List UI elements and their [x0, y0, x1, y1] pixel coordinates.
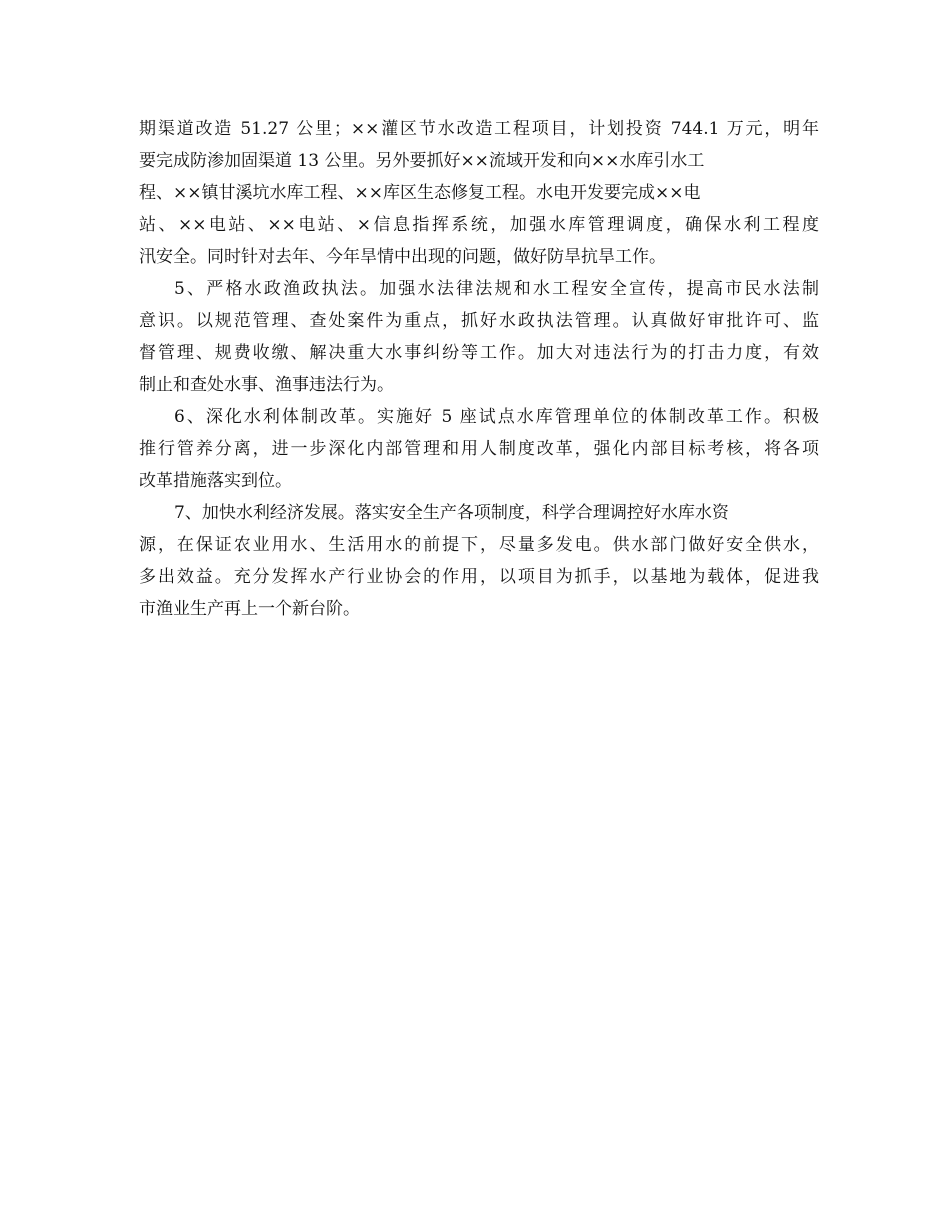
text-line: 站、××电站、××电站、×信息指挥系统，加强水库管理调度，确保水利工程度: [139, 215, 819, 235]
text-line: 7、加快水利经济发展。落实安全生产各项制度，科学合理调控好水库水资: [174, 503, 729, 523]
text-line: 督管理、规费收缴、解决重大水事纠纷等工作。加大对违法行为的打击力度，有效: [139, 343, 819, 363]
text-line: 市渔业生产再上一个新台阶。: [139, 599, 360, 619]
paragraph-item-6: [139, 401, 819, 497]
text-line: 制止和查处水事、渔事违法行为。: [139, 375, 394, 395]
text-line: 期渠道改造 51.27 公里；××灌区节水改造工程项目，计划投资 744.1 万元，明年: [139, 119, 819, 139]
text-line: 改革措施落实到位。: [139, 471, 292, 491]
text-line: 5、严格水政渔政执法。加强水法律法规和水工程安全宣传，提高市民水法制: [174, 279, 819, 299]
paragraph-item-5: [139, 273, 819, 401]
text-line: 意识。以规范管理、查处案件为重点，抓好水政执法管理。认真做好审批许可、监: [139, 311, 819, 331]
text-line: 源，在保证农业用水、生活用水的前提下，尽量多发电。供水部门做好安全供水，: [139, 535, 819, 555]
paragraph-item-7: [139, 497, 819, 625]
text-line: 程、××镇甘溪坑水库工程、××库区生态修复工程。水电开发要完成××电: [139, 183, 701, 203]
text-line: 推行管养分离，进一步深化内部管理和用人制度改革，强化内部目标考核，将各项: [139, 439, 819, 459]
document-body: [139, 113, 819, 625]
text-line: 6、深化水利体制改革。实施好 5 座试点水库管理单位的体制改革工作。积极: [174, 407, 819, 427]
text-line: 要完成防渗加固渠道 13 公里。另外要抓好××流域开发和向××水库引水工: [139, 151, 705, 171]
text-line: 汛安全。同时针对去年、今年旱情中出现的问题，做好防旱抗旱工作。: [139, 247, 666, 267]
paragraph-continued-projects: [139, 113, 819, 273]
text-line: 多出效益。充分发挥水产行业协会的作用，以项目为抓手，以基地为载体，促进我: [139, 567, 819, 587]
